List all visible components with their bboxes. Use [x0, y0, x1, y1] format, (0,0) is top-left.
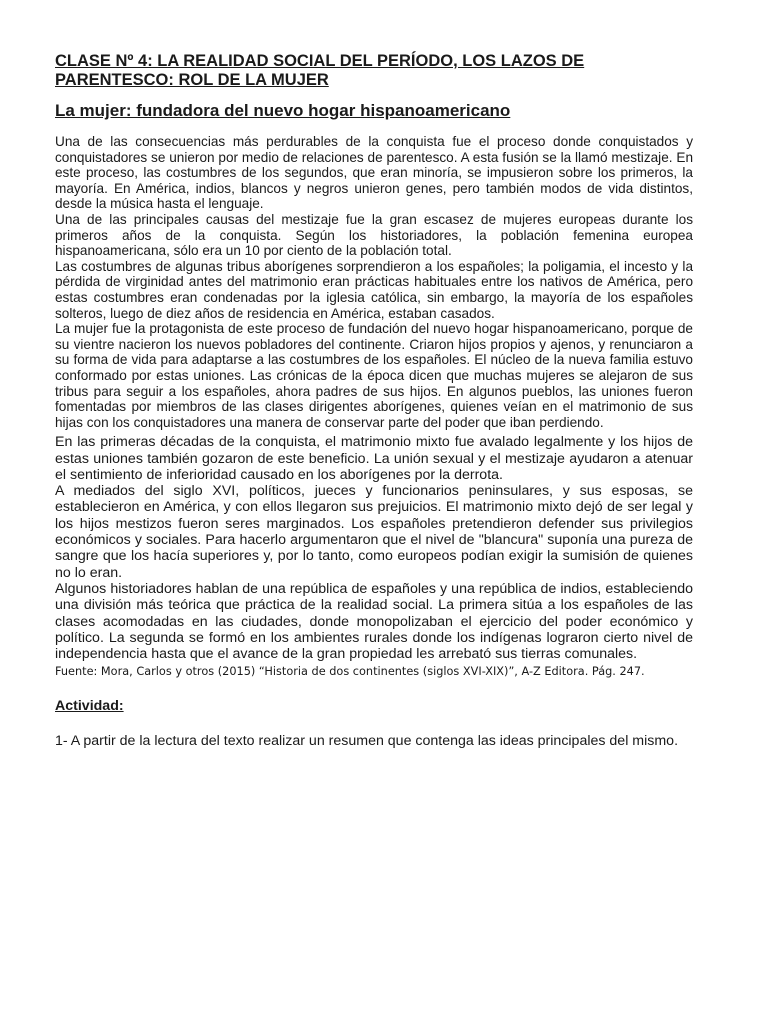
section-one-text: [55, 134, 693, 430]
paragraph-siglo-xvi: A mediados del siglo XVI, políticos, jueces y funcionarios peninsulares, y sus esposas, se establecieron en América, y con ellos llegaron sus prejuicios. El matrimonio mixto dejó de ser legal y los hijos mestizos fueron seres marginados. Los españoles pretendieron defender sus privilegios económicos y sociales. Para hacerlo argumentaron que el nivel de "blancura" suponía una pureza de sangre que los hacía superiores y, por lo tanto, como europeos podían exigir la sumisión de quienes no lo eran.: [55, 483, 693, 581]
paragraph-republicas: Algunos historiadores hablan de una república de españoles y una república de indios, estableciendo una división más teórica que práctica de la realidad social. La primera sitúa a los españoles de las clases acomodadas en las ciudades, donde monopolizaban el ejercicio del poder económico y político. La segunda se formó en los ambientes rurales donde los indígenas lograron cierto nivel de independencia hasta que el avance de la gran propiedad les arrebató sus tierras comunales.: [55, 580, 693, 663]
source-citation: Fuente: Mora, Carlos y otros (2015) “Historia de dos continentes (siglos XVI-XIX)”, A-Z Editora. Pág. 247.: [55, 665, 645, 679]
document-title: CLASE Nº 4: LA REALIDAD SOCIAL DEL PERÍODO, LOS LAZOS DE PARENTESCO: ROL DE LA MUJER: [55, 52, 585, 89]
document-subtitle: La mujer: fundadora del nuevo hogar hispanoamericano: [55, 101, 511, 120]
activity-heading: Actividad:: [55, 698, 124, 715]
activity-item: 1- A partir de la lectura del texto realizar un resumen que contenga las ideas principales del mismo.: [55, 733, 679, 750]
paragraph-mestizaje: Una de las consecuencias más perdurables de la conquista fue el proceso donde conquistados y conquistadores se unieron por medio de relaciones de parentesco. A esta fusión se la llamó mestizaje. En este proceso, las costumbres de los segundos, que eran minoría, se impusieron sobre los primeros, la mayoría. En América, indios, blancos y negros unieron genes, pero también modos de vida distintos, desde la música hasta el lenguaje.: [55, 134, 693, 212]
paragraph-mujer-protagonista: La mujer fue la protagonista de este proceso de fundación del nuevo hogar hispanoamericano, porque de su vientre nacieron los nuevos pobladores del continente. Criaron hijos propios y ajenos, y renunciaron a su forma de vida para adaptarse a las costumbres de los españoles. El núcleo de la nueva familia estuvo conformado por estas uniones. Las crónicas de la época dicen que muchas mujeres se alejaron de sus tribus para seguir a los españoles, ahora padres de sus hijos. En algunos pueblos, las uniones fueron fomentadas por miembros de las clases dirigentes aborígenes, quienes veían en el matrimonio de sus hijas con los conquistadores una manera de conservar parte del poder que iban perdiendo.: [55, 321, 693, 430]
paragraph-costumbres-tribus: Las costumbres de algunas tribus aborígenes sorprendieron a los españoles; la poligamia, el incesto y la pérdida de virginidad antes del matrimonio eran prácticas habituales entre los nativos de América, pero estas costumbres eran condenadas por la iglesia católica, sin embargo, la mayoría de los españoles solteros, luego de diez años de residencia en América, estaban casados.: [55, 258, 693, 321]
section-two-text: [55, 434, 693, 662]
paragraph-matrimonio-mixto: En las primeras décadas de la conquista, el matrimonio mixto fue avalado legalmente y los hijos de estas uniones también gozaron de este beneficio. La unión sexual y el mestizaje ayudaron a atenuar el sentimiento de inferioridad causado en los aborígenes por la derrota.: [55, 434, 693, 483]
paragraph-escasez-mujeres: Una de las principales causas del mestizaje fue la gran escasez de mujeres europeas durante los primeros años de la conquista. Según los historiadores, la población femenina europea hispanoamericana, sólo era un 10 por ciento de la población total.: [55, 211, 693, 259]
document-page: [55, 52, 693, 750]
